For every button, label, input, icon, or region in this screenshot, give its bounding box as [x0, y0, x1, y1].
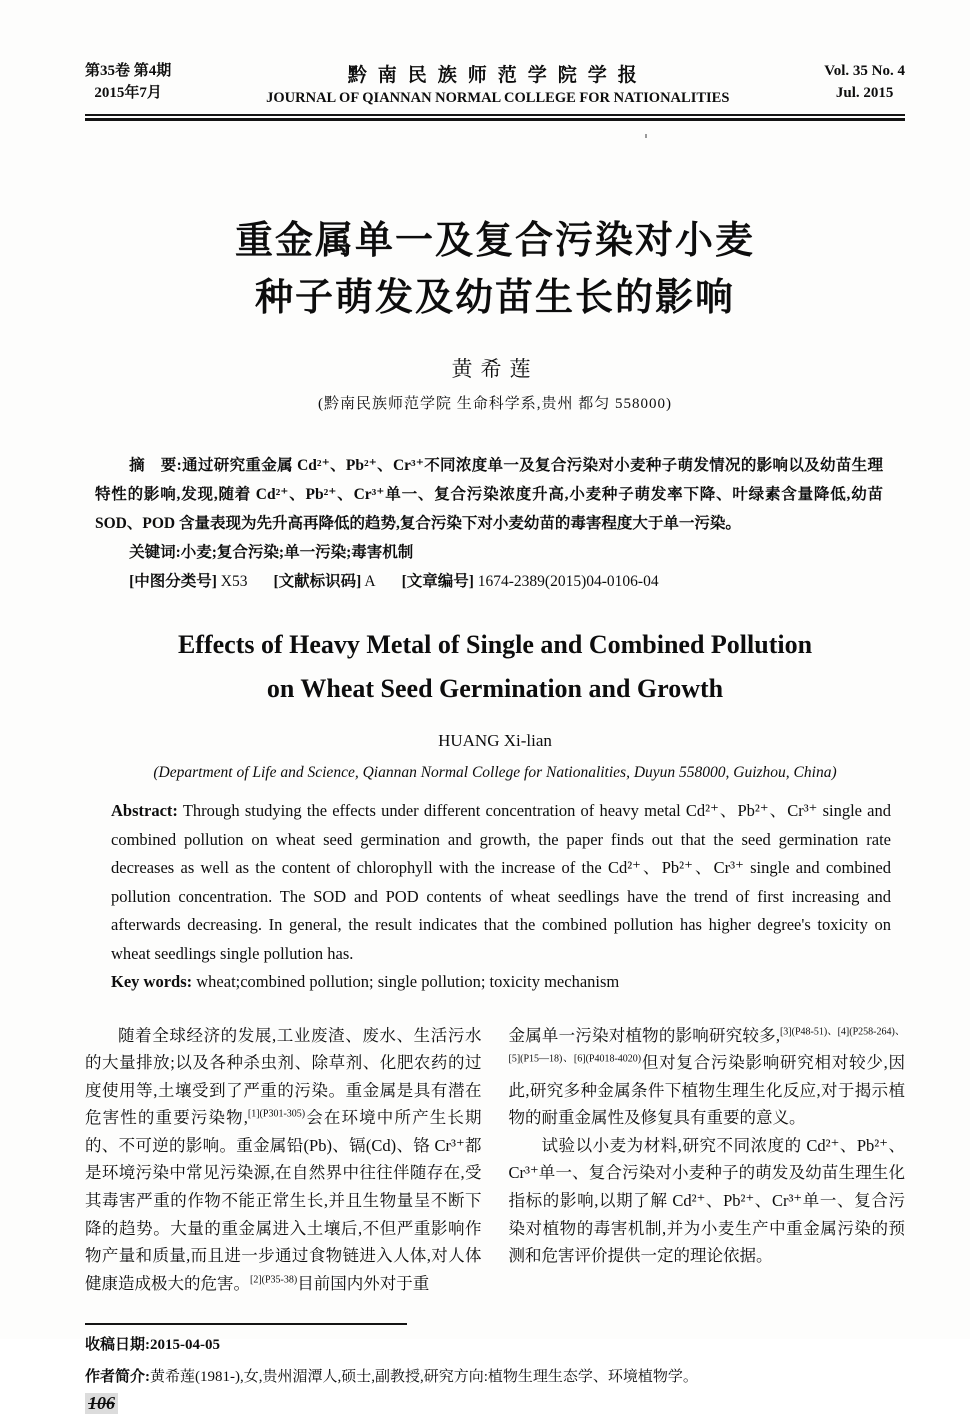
footnote-divider	[85, 1323, 407, 1325]
citation-superscript-1: [1](P301-305)	[247, 1108, 306, 1120]
received-date-value: 2015-04-05	[150, 1337, 220, 1354]
paragraph-objective: 试验以小麦为材料,研究不同浓度的 Cd²⁺、Pb²⁺、Cr³⁺单一、复合污染对小麦种子的萌发及幼苗生理生化指标的影响,以期了解 Cd²⁺、Pb²⁺、Cr³⁺单一、复合污染对植物的毒害机制,并为小麦生产中重金属污染的预测和危害评价提供一定的理论依据。	[508, 1135, 905, 1266]
author-bio-label: 作者简介:	[85, 1369, 150, 1386]
keywords-en	[85, 968, 905, 997]
received-date-line	[85, 1334, 905, 1357]
article-title-cn-line2: 种子萌发及幼苗生长的影响	[254, 277, 735, 319]
paragraph-intro-text-3: 目前国内外对于重	[297, 1273, 430, 1293]
doc-code-value: A	[364, 573, 376, 590]
header-divider	[85, 114, 905, 121]
paragraph-continued-text-1: 金属单一污染对植物的影响研究较多,	[508, 1025, 780, 1045]
abstract-cn	[85, 451, 905, 538]
article-title-en-line2: on Wheat Seed Germination and Growth	[266, 674, 724, 703]
keywords-en-label: Key words:	[111, 972, 193, 991]
journal-masthead	[171, 60, 824, 107]
doc-code-label: [文献标识码]	[273, 573, 362, 590]
keywords-cn-label: 关键词:	[129, 544, 181, 561]
paragraph-intro-text-2: 会在环境中所产生长期的、不可逆的影响。重金属铅(Pb)、镉(Cd)、铬 Cr³⁺都是环境污染中常见污染源,在自然界中往往伴随存在,受其毒害严重的作物不能正常生长,并且生物量呈不断下降的趋势。大量的重金属进入土壤后,不但严重影响作物产量和质量,而且进一步通过食物链进入人体,对人体健康造成极大的危害。	[85, 1108, 482, 1293]
abstract-en-label: Abstract:	[111, 801, 178, 820]
journal-header	[85, 60, 905, 107]
article-id-label: [文章编号]	[401, 573, 474, 590]
body-left-column	[85, 1022, 482, 1298]
page-number: 106	[85, 1393, 118, 1414]
keywords-cn	[85, 538, 905, 567]
affiliation-cn: (黔南民族师范学院 生命科学系,贵州 都匀 558000)	[318, 396, 672, 412]
citation-superscript-2: [2](P35-38)	[250, 1274, 298, 1286]
body-right-column	[509, 1022, 906, 1298]
issue-date-en: Jul. 2015	[835, 85, 894, 101]
keywords-en-text: wheat;combined pollution; single pollution; toxicity mechanism	[196, 972, 620, 991]
abstract-en-text: Through studying the effects under different concentration of heavy metal Cd²⁺、Pb²⁺、Cr³⁺ single and combined pollution on wheat seed germination and growth, the paper finds out that the seed germination rate decreases as well as the content of chlorophyll with the increase of the Cd²⁺、Pb²⁺、Cr³⁺ single and combined pollution concentration. The SOD and POD contents of wheat seedlings have the trend of first increasing and afterwards decreasing. In general, the result indicates that the combined pollution has higher degree's toxicity on wheat seedlings single pollution has.	[111, 801, 892, 963]
abstract-en	[85, 797, 905, 968]
clc-value: X53	[220, 573, 248, 590]
issue-info-en	[824, 60, 905, 104]
received-date-label: 收稿日期:	[85, 1337, 150, 1354]
keywords-cn-text: 小麦;复合污染;单一污染;毒害机制	[180, 544, 414, 561]
abstract-cn-paragraph	[95, 451, 883, 538]
journal-title-cn: 黔南民族师范学院学报	[347, 65, 648, 86]
author-name-en: HUANG Xi-lian	[438, 731, 552, 750]
article-title-cn-line1: 重金属单一及复合污染对小麦	[234, 220, 755, 262]
issue-info-cn	[85, 60, 171, 104]
issue-volume-en: Vol. 35 No. 4	[824, 63, 905, 79]
paragraph-continued-text-2: 但对复合污染影响研究相对较少,因此,研究多种金属条件下植物生理生化反应,对于揭示植物的耐重金属性及修复具有重要的意义。	[508, 1053, 905, 1128]
journal-title-en: JOURNAL OF QIANNAN NORMAL COLLEGE FOR NATIONALITIES	[266, 90, 730, 106]
scan-speck	[645, 134, 647, 138]
abstract-cn-text: 通过研究重金属 Cd²⁺、Pb²⁺、Cr³⁺不同浓度单一及复合污染对小麦种子萌发情况的影响以及幼苗生理特性的影响,发现,随着 Cd²⁺、Pb²⁺、Cr³⁺单一、复合污染浓度升高,小麦种子萌发率下降、叶绿素含量降低,幼苗 SOD、POD 含量表现为先升高再降低的趋势,复合污染下对小麦幼苗的毒害程度大于单一污染。	[95, 457, 883, 532]
author-bio-line	[85, 1366, 905, 1389]
article-id-value: 1674-2389(2015)04-0106-04	[477, 573, 659, 590]
author-bio-value: 黄希莲(1981-),女,贵州湄潭人,硕士,副教授,研究方向:植物生理生态学、环境植物学。	[150, 1369, 698, 1386]
citation-superscript-3: [3](P48-51)、[4](P258-264)、[5](P15—18)、[6](P4018-4020)	[508, 1026, 905, 1065]
paragraph-intro-text-1: 随着全球经济的发展,工业废渣、废水、生活污水的大量排放;以及各种杀虫剂、除草剂、化肥农药的过度使用等,土壤受到了严重的污染。重金属是具有潜在危害性的重要污染物,	[85, 1025, 482, 1128]
affiliation-en: (Department of Life and Science, Qiannan Normal College for Nationalities, Duyun 558000, Guizhou, China)	[153, 764, 837, 781]
article-title-en	[85, 623, 905, 711]
paragraph-intro	[85, 1022, 482, 1298]
issue-date-cn: 2015年7月	[94, 85, 162, 101]
article-body	[85, 1022, 905, 1298]
article-title-en-line1: Effects of Heavy Metal of Single and Combined Pollution	[177, 630, 813, 659]
clc-label: [中图分类号]	[129, 573, 217, 590]
article-title-cn	[85, 213, 905, 327]
author-name-cn: 黄希莲	[451, 357, 539, 381]
classification-line	[85, 567, 905, 597]
abstract-cn-label: 摘 要:	[129, 457, 182, 474]
paragraph-intro-continued	[509, 1022, 906, 1132]
issue-volume-cn: 第35卷 第4期	[85, 63, 172, 79]
